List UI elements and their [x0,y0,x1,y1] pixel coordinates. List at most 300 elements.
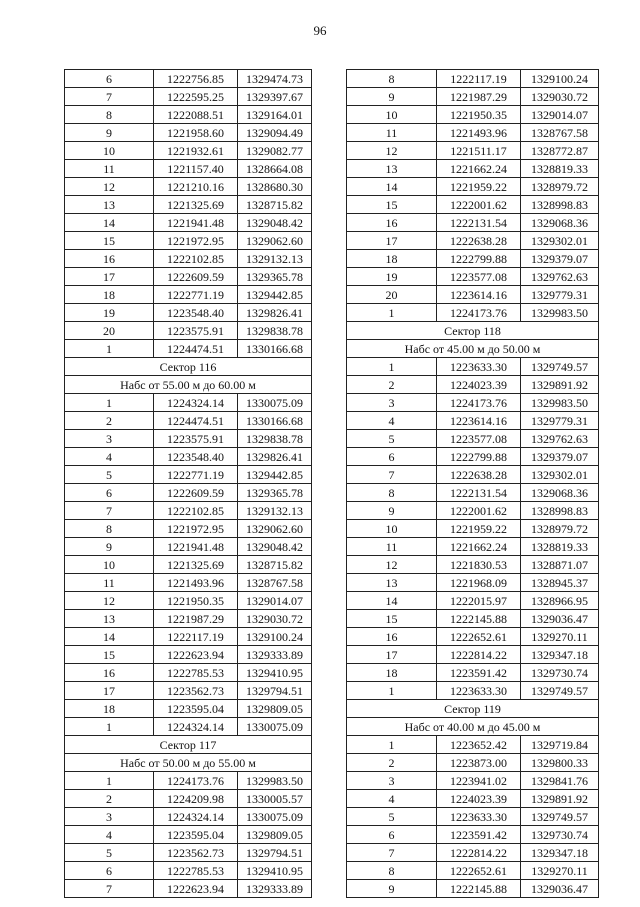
table-row [65,880,312,898]
point-number-cell: 5 [347,430,437,448]
point-number-cell: 14 [65,214,154,232]
table-row [65,340,312,358]
table-row [65,178,312,196]
point-number-cell: 6 [347,448,437,466]
point-number-cell: 1 [347,682,437,700]
table-row [65,502,312,520]
y-coordinate-cell: 1328945.37 [521,574,599,592]
x-coordinate-cell: 1223595.04 [154,826,238,844]
table-row [65,322,312,340]
y-coordinate-cell: 1329014.07 [521,106,599,124]
point-number-cell: 17 [65,268,154,286]
y-coordinate-cell: 1330005.57 [238,790,312,808]
y-coordinate-cell: 1329014.07 [238,592,312,610]
y-coordinate-cell: 1329347.18 [521,646,599,664]
table-row [347,772,599,790]
point-number-cell: 9 [347,502,437,520]
x-coordinate-cell: 1221968.09 [437,574,521,592]
x-coordinate-cell: 1221325.69 [154,556,238,574]
x-coordinate-cell: 1222785.53 [154,664,238,682]
table-row [65,538,312,556]
y-coordinate-cell: 1329749.57 [521,358,599,376]
point-number-cell: 9 [65,538,154,556]
point-number-cell: 9 [347,880,437,898]
table-row [347,862,599,880]
point-number-cell: 11 [65,160,154,178]
x-coordinate-cell: 1222771.19 [154,466,238,484]
point-number-cell: 19 [65,304,154,322]
coordinates-table-right [346,69,599,898]
x-coordinate-cell: 1222623.94 [154,880,238,898]
y-coordinate-cell: 1329397.67 [238,88,312,106]
section-header-cell: Набс от 40.00 м до 45.00 м [347,718,599,736]
point-number-cell: 9 [347,88,437,106]
point-number-cell: 4 [347,790,437,808]
table-row [65,142,312,160]
x-coordinate-cell: 1221157.40 [154,160,238,178]
x-coordinate-cell: 1221210.16 [154,178,238,196]
x-coordinate-cell: 1222638.28 [437,232,521,250]
y-coordinate-cell: 1329841.76 [521,772,599,790]
y-coordinate-cell: 1330075.09 [238,394,312,412]
y-coordinate-cell: 1329062.60 [238,232,312,250]
y-coordinate-cell: 1329809.05 [238,700,312,718]
table-row [347,664,599,682]
point-number-cell: 5 [65,466,154,484]
point-number-cell: 10 [347,106,437,124]
y-coordinate-cell: 1329983.50 [521,304,599,322]
table-row [347,70,599,88]
section-header-cell: Набс от 55.00 м до 60.00 м [65,376,312,394]
x-coordinate-cell: 1222756.85 [154,70,238,88]
x-coordinate-cell: 1222131.54 [437,484,521,502]
y-coordinate-cell: 1329794.51 [238,682,312,700]
point-number-cell: 2 [347,376,437,394]
x-coordinate-cell: 1222785.53 [154,862,238,880]
x-coordinate-cell: 1222771.19 [154,286,238,304]
point-number-cell: 17 [347,232,437,250]
table-row [65,592,312,610]
point-number-cell: 15 [347,610,437,628]
x-coordinate-cell: 1224474.51 [154,412,238,430]
table-row [65,790,312,808]
x-coordinate-cell: 1222001.62 [437,196,521,214]
table-row [347,790,599,808]
table-row [65,484,312,502]
coordinates-table-right-body [347,70,599,898]
point-number-cell: 2 [65,790,154,808]
y-coordinate-cell: 1329762.63 [521,268,599,286]
x-coordinate-cell: 1221511.17 [437,142,521,160]
table-row [347,196,599,214]
y-coordinate-cell: 1329068.36 [521,484,599,502]
y-coordinate-cell: 1329749.57 [521,682,599,700]
point-number-cell: 7 [65,502,154,520]
y-coordinate-cell: 1328819.33 [521,538,599,556]
table-row [347,178,599,196]
coordinates-table-left-body [65,70,312,898]
point-number-cell: 14 [65,628,154,646]
table-row [347,430,599,448]
table-row [347,268,599,286]
x-coordinate-cell: 1224474.51 [154,340,238,358]
table-row [65,196,312,214]
table-row [65,430,312,448]
point-number-cell: 15 [347,196,437,214]
table-row [65,250,312,268]
point-number-cell: 8 [347,862,437,880]
x-coordinate-cell: 1222145.88 [437,880,521,898]
y-coordinate-cell: 1328715.82 [238,196,312,214]
point-number-cell: 7 [347,466,437,484]
y-coordinate-cell: 1329730.74 [521,664,599,682]
section-header-cell: Набс от 50.00 м до 55.00 м [65,754,312,772]
x-coordinate-cell: 1222799.88 [437,250,521,268]
table-row [65,88,312,106]
y-coordinate-cell: 1329062.60 [238,520,312,538]
point-number-cell: 8 [65,520,154,538]
table-row [347,232,599,250]
x-coordinate-cell: 1222131.54 [437,214,521,232]
y-coordinate-cell: 1329762.63 [521,430,599,448]
table-row [347,214,599,232]
y-coordinate-cell: 1329094.49 [238,124,312,142]
y-coordinate-cell: 1328998.83 [521,196,599,214]
point-number-cell: 6 [65,70,154,88]
x-coordinate-cell: 1222609.59 [154,268,238,286]
table-row [347,106,599,124]
x-coordinate-cell: 1221493.96 [437,124,521,142]
y-coordinate-cell: 1329333.89 [238,646,312,664]
y-coordinate-cell: 1329030.72 [521,88,599,106]
x-coordinate-cell: 1222609.59 [154,484,238,502]
point-number-cell: 9 [65,124,154,142]
table-row [65,862,312,880]
x-coordinate-cell: 1223575.91 [154,430,238,448]
point-number-cell: 11 [347,538,437,556]
table-row [347,250,599,268]
y-coordinate-cell: 1329048.42 [238,538,312,556]
point-number-cell: 12 [347,556,437,574]
x-coordinate-cell: 1223633.30 [437,358,521,376]
x-coordinate-cell: 1223873.00 [437,754,521,772]
x-coordinate-cell: 1221959.22 [437,178,521,196]
section-header-cell: Набс от 45.00 м до 50.00 м [347,340,599,358]
x-coordinate-cell: 1221958.60 [154,124,238,142]
point-number-cell: 1 [65,394,154,412]
table-row [347,394,599,412]
table-row [347,574,599,592]
point-number-cell: 11 [65,574,154,592]
x-coordinate-cell: 1221987.29 [437,88,521,106]
table-row [347,646,599,664]
section-header-row [65,754,312,772]
point-number-cell: 6 [347,826,437,844]
y-coordinate-cell: 1329379.07 [521,250,599,268]
point-number-cell: 16 [65,664,154,682]
point-number-cell: 18 [65,286,154,304]
point-number-cell: 16 [347,214,437,232]
x-coordinate-cell: 1223591.42 [437,826,521,844]
point-number-cell: 3 [347,394,437,412]
section-header-cell: Сектор 117 [65,736,312,754]
y-coordinate-cell: 1329347.18 [521,844,599,862]
y-coordinate-cell: 1329838.78 [238,430,312,448]
point-number-cell: 1 [65,340,154,358]
x-coordinate-cell: 1222799.88 [437,448,521,466]
point-number-cell: 1 [347,304,437,322]
y-coordinate-cell: 1328767.58 [238,574,312,592]
point-number-cell: 8 [347,484,437,502]
x-coordinate-cell: 1223548.40 [154,304,238,322]
table-row [65,700,312,718]
section-header-row [347,340,599,358]
x-coordinate-cell: 1224324.14 [154,718,238,736]
point-number-cell: 19 [347,268,437,286]
table-row [347,412,599,430]
point-number-cell: 5 [347,808,437,826]
x-coordinate-cell: 1221941.48 [154,538,238,556]
point-number-cell: 6 [65,484,154,502]
point-number-cell: 10 [347,520,437,538]
table-row [347,880,599,898]
y-coordinate-cell: 1329100.24 [521,70,599,88]
point-number-cell: 1 [347,736,437,754]
table-row [347,520,599,538]
table-row [65,574,312,592]
y-coordinate-cell: 1329891.92 [521,376,599,394]
x-coordinate-cell: 1222088.51 [154,106,238,124]
x-coordinate-cell: 1223548.40 [154,448,238,466]
table-row [65,556,312,574]
table-row [347,286,599,304]
point-number-cell: 12 [347,142,437,160]
y-coordinate-cell: 1328966.95 [521,592,599,610]
point-number-cell: 18 [347,250,437,268]
table-row [65,718,312,736]
point-number-cell: 14 [347,178,437,196]
y-coordinate-cell: 1329809.05 [238,826,312,844]
y-coordinate-cell: 1329442.85 [238,286,312,304]
point-number-cell: 12 [65,178,154,196]
table-row [347,610,599,628]
table-row [65,610,312,628]
point-number-cell: 20 [65,322,154,340]
coordinates-table-left [64,69,312,898]
x-coordinate-cell: 1221662.24 [437,538,521,556]
y-coordinate-cell: 1328819.33 [521,160,599,178]
x-coordinate-cell: 1221830.53 [437,556,521,574]
point-number-cell: 11 [347,124,437,142]
table-row [347,88,599,106]
x-coordinate-cell: 1223591.42 [437,664,521,682]
x-coordinate-cell: 1221325.69 [154,196,238,214]
x-coordinate-cell: 1224023.39 [437,790,521,808]
x-coordinate-cell: 1222015.97 [437,592,521,610]
y-coordinate-cell: 1328979.72 [521,520,599,538]
table-row [65,826,312,844]
table-row [65,628,312,646]
table-row [347,358,599,376]
table-row [65,232,312,250]
section-header-cell: Сектор 119 [347,700,599,718]
x-coordinate-cell: 1221941.48 [154,214,238,232]
point-number-cell: 2 [347,754,437,772]
x-coordinate-cell: 1222595.25 [154,88,238,106]
table-row [65,160,312,178]
y-coordinate-cell: 1329333.89 [238,880,312,898]
y-coordinate-cell: 1329410.95 [238,664,312,682]
point-number-cell: 3 [65,808,154,826]
y-coordinate-cell: 1329068.36 [521,214,599,232]
section-header-row [65,376,312,394]
point-number-cell: 2 [65,412,154,430]
table-row [65,70,312,88]
y-coordinate-cell: 1329983.50 [238,772,312,790]
point-number-cell: 8 [65,106,154,124]
point-number-cell: 6 [65,862,154,880]
x-coordinate-cell: 1221932.61 [154,142,238,160]
y-coordinate-cell: 1329826.41 [238,304,312,322]
point-number-cell: 1 [347,358,437,376]
table-row [65,286,312,304]
x-coordinate-cell: 1222117.19 [154,628,238,646]
x-coordinate-cell: 1222652.61 [437,862,521,880]
table-row [65,412,312,430]
point-number-cell: 17 [65,682,154,700]
y-coordinate-cell: 1329983.50 [521,394,599,412]
y-coordinate-cell: 1329442.85 [238,466,312,484]
x-coordinate-cell: 1222102.85 [154,250,238,268]
table-row [347,484,599,502]
point-number-cell: 16 [65,250,154,268]
table-row [65,520,312,538]
point-number-cell: 13 [65,610,154,628]
table-row [347,538,599,556]
x-coordinate-cell: 1221972.95 [154,520,238,538]
table-row [65,214,312,232]
x-coordinate-cell: 1223577.08 [437,268,521,286]
x-coordinate-cell: 1221959.22 [437,520,521,538]
point-number-cell: 4 [65,448,154,466]
table-row [347,682,599,700]
table-row [347,556,599,574]
point-number-cell: 13 [347,574,437,592]
table-row [65,682,312,700]
y-coordinate-cell: 1329132.13 [238,250,312,268]
x-coordinate-cell: 1222145.88 [437,610,521,628]
table-row [347,808,599,826]
point-number-cell: 15 [65,646,154,664]
point-number-cell: 3 [65,430,154,448]
x-coordinate-cell: 1223575.91 [154,322,238,340]
x-coordinate-cell: 1222814.22 [437,646,521,664]
y-coordinate-cell: 1329779.31 [521,286,599,304]
x-coordinate-cell: 1223652.42 [437,736,521,754]
point-number-cell: 1 [65,772,154,790]
x-coordinate-cell: 1224324.14 [154,394,238,412]
x-coordinate-cell: 1223595.04 [154,700,238,718]
x-coordinate-cell: 1224209.98 [154,790,238,808]
y-coordinate-cell: 1329749.57 [521,808,599,826]
point-number-cell: 13 [347,160,437,178]
point-number-cell: 15 [65,232,154,250]
x-coordinate-cell: 1223633.30 [437,808,521,826]
y-coordinate-cell: 1329100.24 [238,628,312,646]
x-coordinate-cell: 1221662.24 [437,160,521,178]
table-row [347,826,599,844]
x-coordinate-cell: 1223614.16 [437,412,521,430]
point-number-cell: 16 [347,628,437,646]
y-coordinate-cell: 1329164.01 [238,106,312,124]
x-coordinate-cell: 1221950.35 [154,592,238,610]
x-coordinate-cell: 1222102.85 [154,502,238,520]
y-coordinate-cell: 1329270.11 [521,628,599,646]
x-coordinate-cell: 1221972.95 [154,232,238,250]
section-header-cell: Сектор 118 [347,322,599,340]
point-number-cell: 4 [347,412,437,430]
table-row [65,304,312,322]
y-coordinate-cell: 1329474.73 [238,70,312,88]
section-header-row [347,700,599,718]
point-number-cell: 17 [347,646,437,664]
y-coordinate-cell: 1330075.09 [238,808,312,826]
x-coordinate-cell: 1223941.02 [437,772,521,790]
table-row [65,646,312,664]
y-coordinate-cell: 1328998.83 [521,502,599,520]
y-coordinate-cell: 1329302.01 [521,466,599,484]
y-coordinate-cell: 1328680.30 [238,178,312,196]
x-coordinate-cell: 1222652.61 [437,628,521,646]
point-number-cell: 7 [65,88,154,106]
table-row [65,466,312,484]
section-header-row [347,322,599,340]
table-row [347,466,599,484]
point-number-cell: 10 [65,142,154,160]
point-number-cell: 7 [65,880,154,898]
x-coordinate-cell: 1222001.62 [437,502,521,520]
table-row [347,592,599,610]
section-header-row [347,718,599,736]
x-coordinate-cell: 1221493.96 [154,574,238,592]
table-row [347,736,599,754]
x-coordinate-cell: 1222638.28 [437,466,521,484]
table-row [347,628,599,646]
y-coordinate-cell: 1330166.68 [238,340,312,358]
section-header-cell: Сектор 116 [65,358,312,376]
point-number-cell: 20 [347,286,437,304]
y-coordinate-cell: 1329365.78 [238,484,312,502]
x-coordinate-cell: 1221950.35 [437,106,521,124]
x-coordinate-cell: 1223614.16 [437,286,521,304]
table-row [347,448,599,466]
table-row [347,124,599,142]
y-coordinate-cell: 1330166.68 [238,412,312,430]
section-header-row [65,736,312,754]
y-coordinate-cell: 1329794.51 [238,844,312,862]
y-coordinate-cell: 1329048.42 [238,214,312,232]
y-coordinate-cell: 1329302.01 [521,232,599,250]
x-coordinate-cell: 1222117.19 [437,70,521,88]
x-coordinate-cell: 1223562.73 [154,844,238,862]
y-coordinate-cell: 1329779.31 [521,412,599,430]
point-number-cell: 18 [347,664,437,682]
point-number-cell: 14 [347,592,437,610]
point-number-cell: 12 [65,592,154,610]
point-number-cell: 18 [65,700,154,718]
y-coordinate-cell: 1329082.77 [238,142,312,160]
y-coordinate-cell: 1329036.47 [521,610,599,628]
